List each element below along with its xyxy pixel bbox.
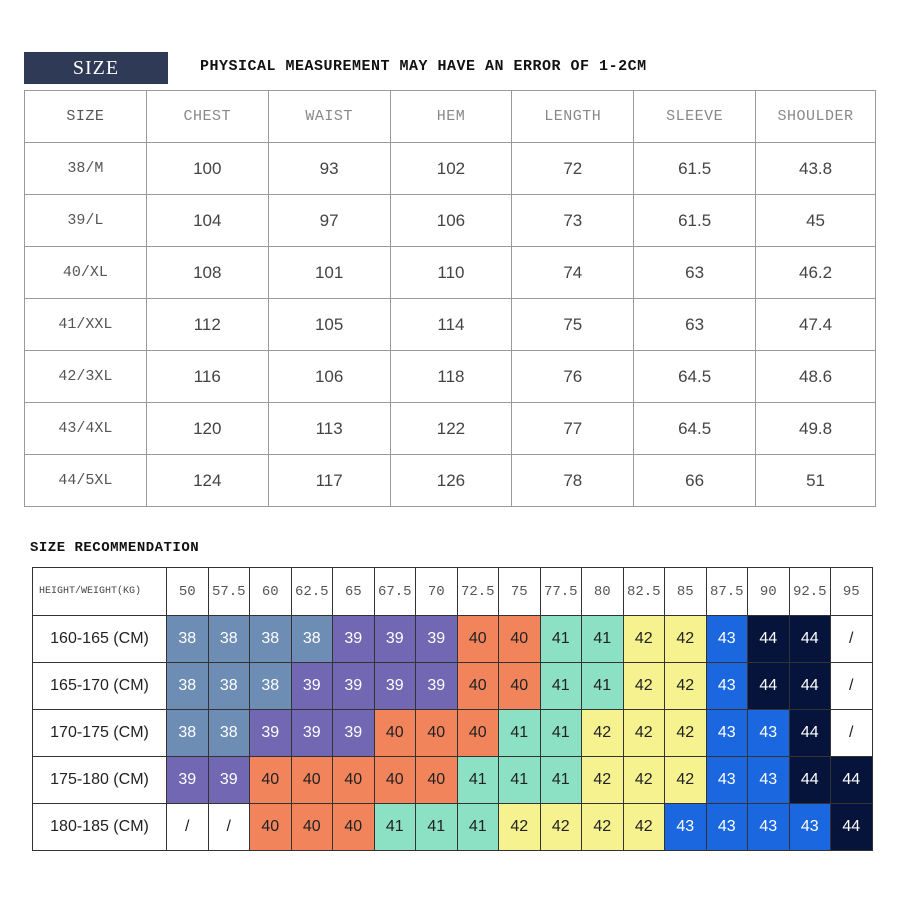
measurement-cell: 112 [146,299,268,351]
recommended-size-cell: 38 [208,616,250,663]
recommended-size-cell: 39 [208,757,250,804]
recommended-size-cell: 40 [374,710,416,757]
measurement-cell: 63 [634,299,756,351]
recommended-size-cell: 40 [416,757,458,804]
size-row [25,195,876,247]
recommended-size-cell: 41 [499,757,541,804]
recommended-size-cell: 39 [167,757,209,804]
recommended-size-cell: 42 [499,804,541,851]
recommended-size-cell: 39 [333,616,375,663]
weight-header: 77.5 [540,568,582,616]
recommended-size-cell: 44 [789,663,831,710]
recommended-size-cell: 43 [748,757,790,804]
height-label: 160-165 (CM) [33,616,167,663]
weight-header: 60 [250,568,292,616]
size-chart-table [24,90,876,507]
recommended-size-cell: 43 [706,710,748,757]
measurement-cell: 72 [512,143,634,195]
recommended-size-cell: 40 [499,616,541,663]
measurement-cell: 108 [146,247,268,299]
recommended-size-cell: 39 [291,663,333,710]
measurement-cell: 117 [268,455,390,507]
measurement-cell: 100 [146,143,268,195]
size-label: 42/3XL [25,351,147,403]
measurement-cell: 43.8 [756,143,876,195]
measurement-cell: 66 [634,455,756,507]
recommended-size-cell: 39 [374,663,416,710]
recommended-size-cell: 39 [333,710,375,757]
measurement-cell: 61.5 [634,195,756,247]
measurement-cell: 76 [512,351,634,403]
recommended-size-cell: 38 [208,663,250,710]
measurement-cell: 126 [390,455,512,507]
recommended-size-cell: 42 [665,757,707,804]
recommended-size-cell: 41 [540,710,582,757]
column-header-sleeve: SLEEVE [634,91,756,143]
column-header-size: SIZE [25,91,147,143]
column-header-shoulder: SHOULDER [756,91,876,143]
measurement-cell: 120 [146,403,268,455]
weight-header: 90 [748,568,790,616]
recommended-size-cell: 42 [623,616,665,663]
recommended-size-cell: 42 [623,663,665,710]
recommended-size-cell: 38 [167,663,209,710]
measurement-cell: 93 [268,143,390,195]
measurement-cell: 124 [146,455,268,507]
recommended-size-cell: / [208,804,250,851]
height-label: 180-185 (CM) [33,804,167,851]
measurement-cell: 64.5 [634,403,756,455]
measurement-cell: 64.5 [634,351,756,403]
height-row [33,710,873,757]
recommended-size-cell: 41 [499,710,541,757]
measurement-cell: 74 [512,247,634,299]
recommended-size-cell: 40 [291,757,333,804]
weight-header: 72.5 [457,568,499,616]
size-row [25,143,876,195]
height-label: 175-180 (CM) [33,757,167,804]
size-label: 38/M [25,143,147,195]
recommended-size-cell: 43 [706,663,748,710]
recommended-size-cell: 44 [831,804,873,851]
recommended-size-cell: 42 [665,616,707,663]
height-weight-corner: HEIGHT/WEIGHT(KG) [33,568,167,616]
height-label: 170-175 (CM) [33,710,167,757]
recommendation-title: SIZE RECOMMENDATION [30,540,200,556]
size-label: 44/5XL [25,455,147,507]
size-label: 39/L [25,195,147,247]
weight-header: 67.5 [374,568,416,616]
recommended-size-cell: 40 [333,804,375,851]
measurement-note: PHYSICAL MEASUREMENT MAY HAVE AN ERROR OF 1-2CM [200,58,647,75]
measurement-cell: 97 [268,195,390,247]
weight-header: 82.5 [623,568,665,616]
weight-header: 87.5 [706,568,748,616]
recommended-size-cell: 44 [789,616,831,663]
size-header-row [25,91,876,143]
measurement-cell: 77 [512,403,634,455]
recommended-size-cell: 43 [706,804,748,851]
measurement-cell: 122 [390,403,512,455]
measurement-cell: 78 [512,455,634,507]
weight-header: 75 [499,568,541,616]
height-label: 165-170 (CM) [33,663,167,710]
recommended-size-cell: 39 [333,663,375,710]
recommended-size-cell: 41 [416,804,458,851]
recommended-size-cell: 44 [748,663,790,710]
recommended-size-cell: / [831,663,873,710]
recommended-size-cell: 44 [789,710,831,757]
measurement-cell: 48.6 [756,351,876,403]
recommended-size-cell: 42 [623,804,665,851]
measurement-cell: 114 [390,299,512,351]
height-row [33,804,873,851]
size-label: 43/4XL [25,403,147,455]
measurement-cell: 113 [268,403,390,455]
measurement-cell: 105 [268,299,390,351]
measurement-cell: 116 [146,351,268,403]
weight-header: 92.5 [789,568,831,616]
recommended-size-cell: 38 [167,616,209,663]
column-header-chest: CHEST [146,91,268,143]
weight-header: 62.5 [291,568,333,616]
recommended-size-cell: 42 [582,757,624,804]
recommended-size-cell: 41 [374,804,416,851]
height-row [33,757,873,804]
recommended-size-cell: 43 [789,804,831,851]
recommended-size-cell: 39 [416,616,458,663]
recommended-size-cell: 40 [457,616,499,663]
recommended-size-cell: / [831,710,873,757]
column-header-waist: WAIST [268,91,390,143]
weight-header: 95 [831,568,873,616]
measurement-cell: 110 [390,247,512,299]
recommended-size-cell: 42 [623,757,665,804]
measurement-cell: 46.2 [756,247,876,299]
recommended-size-cell: 42 [665,710,707,757]
recommended-size-cell: 38 [250,616,292,663]
recommended-size-cell: 44 [831,757,873,804]
recommended-size-cell: 39 [250,710,292,757]
recommended-size-cell: 40 [333,757,375,804]
recommended-size-cell: 39 [374,616,416,663]
recommended-size-cell: 38 [208,710,250,757]
recommended-size-cell: / [831,616,873,663]
recommended-size-cell: 41 [457,804,499,851]
recommended-size-cell: 42 [623,710,665,757]
weight-header: 80 [582,568,624,616]
recommended-size-cell: 44 [789,757,831,804]
recommended-size-cell: 40 [291,804,333,851]
column-header-length: LENGTH [512,91,634,143]
measurement-cell: 101 [268,247,390,299]
recommended-size-cell: 44 [748,616,790,663]
column-header-hem: HEM [390,91,512,143]
size-row [25,247,876,299]
recommended-size-cell: 43 [706,616,748,663]
recommended-size-cell: 41 [582,663,624,710]
measurement-cell: 106 [268,351,390,403]
recommended-size-cell: 40 [374,757,416,804]
measurement-cell: 73 [512,195,634,247]
recommended-size-cell: 41 [540,757,582,804]
recommended-size-cell: 38 [167,710,209,757]
measurement-cell: 51 [756,455,876,507]
recommended-size-cell: 40 [250,757,292,804]
measurement-cell: 63 [634,247,756,299]
recommended-size-cell: 40 [457,710,499,757]
recommended-size-cell: 40 [416,710,458,757]
weight-header: 85 [665,568,707,616]
measurement-cell: 45 [756,195,876,247]
measurement-cell: 104 [146,195,268,247]
recommended-size-cell: 38 [250,663,292,710]
size-row [25,455,876,507]
measurement-cell: 49.8 [756,403,876,455]
measurement-cell: 47.4 [756,299,876,351]
recommended-size-cell: 40 [250,804,292,851]
recommended-size-cell: 43 [748,710,790,757]
recommended-size-cell: 41 [540,616,582,663]
recommended-size-cell: 41 [582,616,624,663]
measurement-cell: 106 [390,195,512,247]
recommended-size-cell: 39 [416,663,458,710]
recommended-size-cell: 43 [706,757,748,804]
recommended-size-cell: / [167,804,209,851]
recommended-size-cell: 39 [291,710,333,757]
size-row [25,403,876,455]
size-recommendation-table [32,567,873,851]
recommended-size-cell: 40 [457,663,499,710]
weight-header-row [33,568,873,616]
measurement-cell: 102 [390,143,512,195]
size-label: 41/XXL [25,299,147,351]
recommended-size-cell: 42 [582,804,624,851]
weight-header: 65 [333,568,375,616]
size-row [25,351,876,403]
recommended-size-cell: 40 [499,663,541,710]
weight-header: 57.5 [208,568,250,616]
measurement-cell: 75 [512,299,634,351]
size-label: 40/XL [25,247,147,299]
measurement-cell: 61.5 [634,143,756,195]
size-row [25,299,876,351]
recommended-size-cell: 38 [291,616,333,663]
recommended-size-cell: 42 [540,804,582,851]
size-badge: SIZE [24,52,168,84]
recommended-size-cell: 43 [748,804,790,851]
weight-header: 50 [167,568,209,616]
weight-header: 70 [416,568,458,616]
recommended-size-cell: 41 [457,757,499,804]
measurement-cell: 118 [390,351,512,403]
recommended-size-cell: 41 [540,663,582,710]
recommended-size-cell: 42 [582,710,624,757]
recommended-size-cell: 42 [665,663,707,710]
height-row [33,663,873,710]
recommended-size-cell: 43 [665,804,707,851]
height-row [33,616,873,663]
